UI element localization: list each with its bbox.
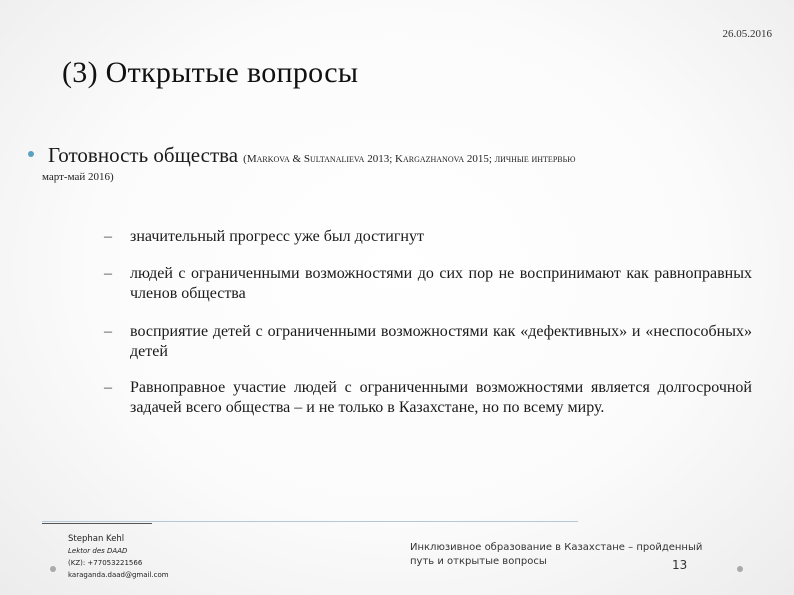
sub-item-text: восприятие детей с ограниченными возможностями как «дефективных» и «неспособных» детей: [130, 323, 752, 360]
author-name: Stephan Kehl: [68, 534, 125, 544]
dash-icon: –: [104, 265, 112, 282]
sub-item: [104, 227, 752, 247]
nav-dot-icon: [737, 566, 743, 572]
bullet-dot-icon: [28, 151, 34, 157]
dash-icon: –: [104, 228, 112, 245]
author-email: karaganda.daad@gmail.com: [68, 571, 169, 579]
author-block: [68, 533, 169, 581]
dash-icon: –: [104, 379, 112, 396]
bullet-references-continued: март-май 2016): [42, 171, 114, 183]
sub-item: [104, 378, 752, 418]
sub-item-text: значительный прогресс уже был достигнут: [130, 228, 424, 245]
nav-dot-icon: [50, 566, 56, 572]
bullet-main-text: Готовность общества: [48, 143, 239, 167]
author-phone: (KZ): +77053221566: [68, 559, 143, 567]
slide-title: (3) Открытые вопросы: [62, 56, 359, 89]
sub-item-text: людей с ограниченными возможностями до сих пор не воспринимают как равноправных членов общества: [130, 265, 752, 302]
page-number: 13: [672, 558, 688, 572]
dash-icon: –: [104, 323, 112, 340]
slide-date: 26.05.2016: [722, 28, 772, 40]
footer-divider: [42, 521, 578, 522]
sub-item: [104, 264, 752, 304]
bullet-item: [28, 143, 758, 183]
presentation-title: Инклюзивное образование в Казахстане – пройденный путь и открытые вопросы: [410, 542, 703, 567]
bullet-references: (Markova & Sultanalieva 2013; Kargazhanova 2015; личные интервью: [243, 153, 576, 165]
author-role: Lektor des DAAD: [68, 547, 128, 555]
footer-divider-accent: [42, 523, 152, 524]
sub-item: [104, 322, 752, 362]
sub-item-text: Равноправное участие людей с ограниченными возможностями является долгосрочной задачей всего общества – и не только в Казахстане, но по всему миру.: [130, 379, 752, 416]
